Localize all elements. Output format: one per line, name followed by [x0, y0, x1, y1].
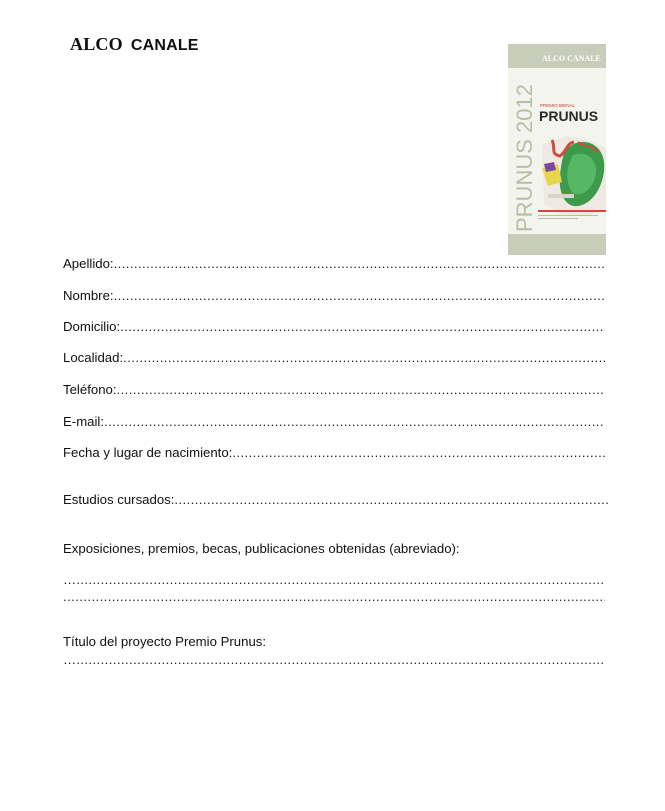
field-titulo-proyecto-line	[63, 652, 605, 670]
dotted-line-telefono	[117, 382, 605, 397]
dotted-line-exposiciones-2	[63, 589, 605, 604]
logo-canale-text: CANALE	[130, 37, 199, 54]
field-fecha-lugar-nacimiento	[63, 445, 605, 463]
label-estudios-cursados: Estudios cursados:	[63, 492, 175, 507]
poster-artwork	[542, 136, 606, 216]
poster-vertical-title: PRUNUS 2012	[512, 84, 537, 232]
label-localidad: Localidad:	[63, 350, 124, 365]
dotted-line-nombre	[114, 288, 605, 303]
alco-canale-logo	[70, 34, 199, 55]
label-fecha-lugar-nacimiento: Fecha y lugar de nacimiento:	[63, 445, 233, 460]
label-apellido: Apellido:	[63, 256, 114, 271]
dotted-line-email	[104, 414, 605, 429]
field-domicilio	[63, 319, 605, 337]
titulo-line-prefix: …	[63, 652, 77, 667]
prunus-poster-image	[508, 44, 606, 255]
poster-title: PRUNUS	[539, 108, 599, 124]
dotted-line-localidad	[123, 350, 605, 365]
field-exposiciones-line-2	[63, 589, 605, 607]
poster-subtitle: PREMIO BIENAL	[540, 103, 576, 108]
field-email	[63, 414, 605, 432]
exposiciones-line-1-prefix: …	[63, 572, 77, 587]
poster-brand-text: ALCO CANALE	[542, 54, 601, 63]
field-apellido	[63, 256, 605, 274]
dotted-line-domicilio	[120, 319, 605, 334]
field-localidad	[63, 350, 605, 368]
poster-bottom-band	[508, 234, 606, 255]
label-telefono: Teléfono:	[63, 382, 117, 397]
label-titulo-proyecto: Título del proyecto Premio Prunus:	[63, 634, 267, 649]
field-estudios-cursados	[63, 492, 608, 510]
field-exposiciones-line-1	[63, 572, 605, 590]
field-telefono	[63, 382, 605, 400]
label-exposiciones: Exposiciones, premios, becas, publicaciones obtenidas (abreviado):	[63, 541, 460, 556]
poster-red-strip	[538, 210, 606, 212]
label-domicilio: Domicilio:	[63, 319, 121, 334]
logo-alco-text: ALCO	[70, 34, 123, 54]
dotted-line-titulo	[76, 652, 605, 667]
field-nombre	[63, 288, 605, 306]
label-email: E-mail:	[63, 414, 105, 429]
dotted-line-estudios	[174, 492, 608, 507]
dotted-line-exposiciones-1	[76, 572, 605, 587]
dotted-line-apellido	[114, 256, 605, 271]
dotted-line-fecha-lugar	[232, 445, 605, 460]
label-nombre: Nombre:	[63, 288, 114, 303]
